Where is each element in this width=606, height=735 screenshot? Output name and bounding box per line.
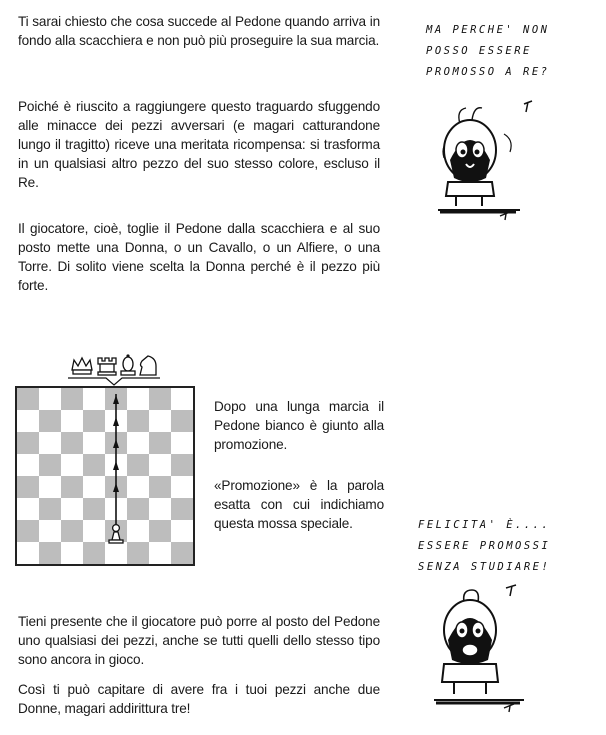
worried-pawn-character — [420, 90, 540, 225]
speech-line: SENZA STUDIARE! — [418, 561, 551, 573]
pawn-icon — [109, 525, 123, 543]
cartoon-top-speech — [426, 20, 606, 83]
happy-pawn-character — [420, 580, 540, 720]
speech-line: FELICITA' È.... — [418, 519, 551, 531]
knight-icon — [140, 356, 156, 375]
paragraph-any-piece: Tieni presente che il giocatore può porre al posto del Pedone uno qualsiasi dei pezzi, anche se tutti quelli dello stesso tipo sono ancora in gioco. — [18, 614, 380, 667]
bishop-icon — [121, 354, 135, 375]
speech-line: POSSO ESSERE — [426, 45, 532, 57]
paragraph-pawn-end: Ti sarai chiesto che cosa succede al Pedone quando arriva in fondo alla scacchiera e non può più proseguire la sua marcia. — [18, 14, 380, 48]
paragraph-player-choice: Il giocatore, cioè, toglie il Pedone dalla scacchiera e al suo posto mette una Donna, o un Cavallo, o un Alfiere, o una Torre. Di solito viene scelta la Donna perché è il pezzo più forte. — [18, 221, 380, 293]
speech-line: MA PERCHE' NON — [426, 24, 550, 36]
queen-icon — [72, 358, 92, 374]
paragraph-long-march: Dopo una lunga marcia il Pedone bianco è giunto alla promozione. — [214, 399, 384, 452]
cartoon-bottom-speech — [418, 515, 604, 578]
paragraph-promotion-word: «Promozione» è la parola esatta con cui indichiamo questa mossa speciale. — [214, 478, 384, 531]
rook-icon — [98, 358, 116, 375]
promotion-pieces-row — [68, 350, 160, 386]
speech-line: PROMOSSO A RE? — [426, 66, 550, 78]
pawn-march-overlay — [17, 388, 193, 564]
paragraph-reward: Poiché è riuscito a raggiungere questo traguardo sfuggendo alle minacce dei pezzi avversari (e magari catturandone lungo il tragitto) riceve una meritata ricompensa: si trasforma in un qualsiasi altro pezzo del suo stesso colore, escluso il Re. — [18, 99, 380, 190]
march-arrow — [113, 394, 119, 536]
speech-line: ESSERE PROMOSSI — [418, 540, 551, 552]
paragraph-two-queens: Così ti può capitare di avere fra i tuoi pezzi anche due Donne, magari addirittura tre! — [18, 682, 380, 716]
